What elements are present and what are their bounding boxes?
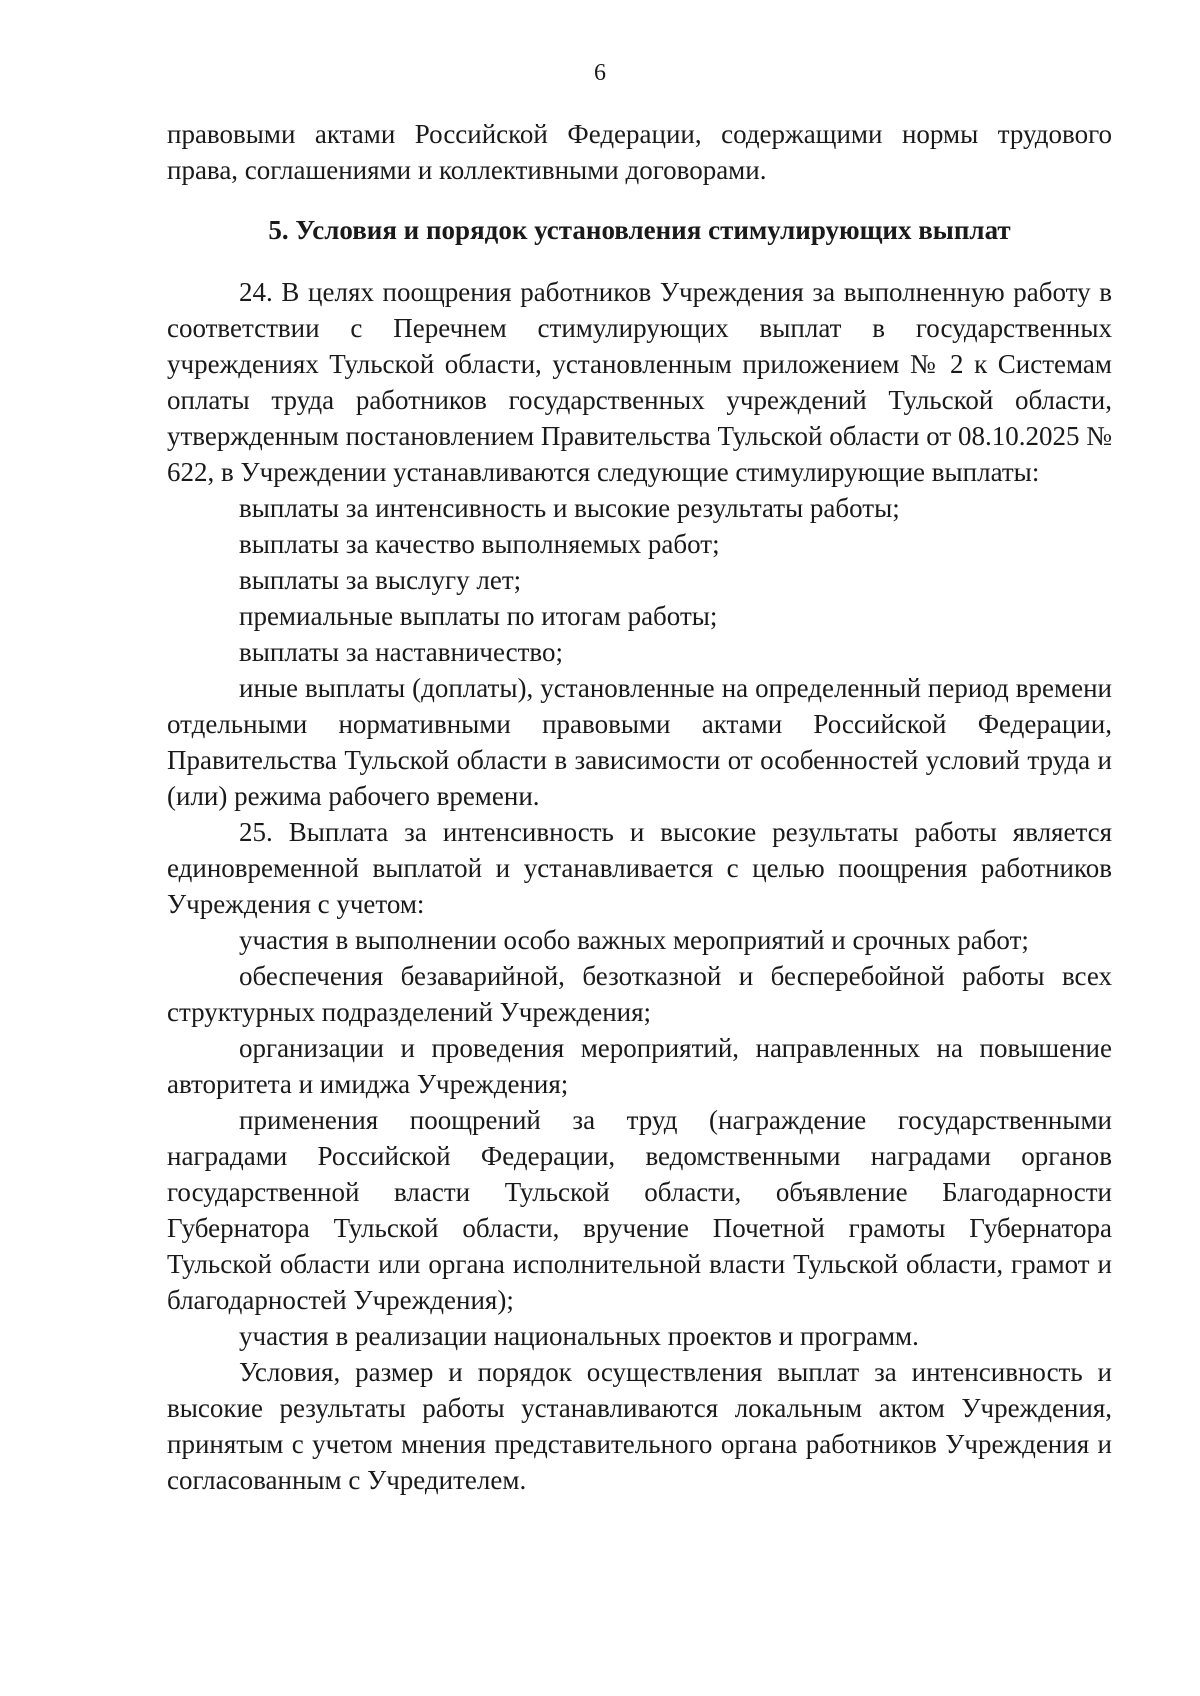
list-item: организации и проведения мероприятий, направленных на повышение авторитета и имиджа Учреждения; xyxy=(167,1033,1112,1099)
paragraph-24: 24. В целях поощрения работников Учреждения за выполненную работу в соответствии с Перечнем стимулирующих выплат в государственных учреждениях Тульской области, установленным приложением № 2 к Системам оплаты труда работников государственных учреждений Тульской области, утвержденным постановлением Правительства Тульской области от 08.10.2025 № 622, в Учреждении устанавливаются следующие стимулирующие выплаты: xyxy=(167,277,1112,487)
section-heading: 5. Условия и порядок установления стимулирующих выплат xyxy=(268,215,1011,245)
page-number: 6 xyxy=(594,60,606,86)
document-body xyxy=(167,116,1112,1498)
list-item: выплаты за интенсивность и высокие результаты работы; xyxy=(239,493,900,523)
list-item: обеспечения безаварийной, безотказной и бесперебойной работы всех структурных подразделений Учреждения; xyxy=(167,961,1112,1027)
list-item: выплаты за выслугу лет; xyxy=(239,565,522,595)
list-item: участия в реализации национальных проектов и программ. xyxy=(239,1321,919,1351)
paragraph-25-conditions: Условия, размер и порядок осуществления выплат за интенсивность и высокие результаты работы устанавливаются локальным актом Учреждения, принятым с учетом мнения представительного органа работников Учреждения и согласованным с Учредителем. xyxy=(167,1357,1112,1495)
list-item: применения поощрений за труд (награждение государственными наградами Российской Федерации, ведомственными наградами органов государственной власти Тульской области, объявление Благодарности Губернатора Тульской области, вручение Почетной грамоты Губернатора Тульской области или органа исполнительной власти Тульской области, грамот и благодарностей Учреждения); xyxy=(167,1105,1112,1315)
list-item: участия в выполнении особо важных мероприятий и срочных работ; xyxy=(239,925,1029,955)
paragraph-25: 25. Выплата за интенсивность и высокие результаты работы является единовременной выплатой и устанавливается с целью поощрения работников Учреждения с учетом: xyxy=(167,817,1112,919)
intro-paragraph: правовыми актами Российской Федерации, содержащими нормы трудового права, соглашениями и коллективными договорами. xyxy=(167,119,1112,185)
paragraph-24-other-payments: иные выплаты (доплаты), установленные на определенный период времени отдельными нормативными правовыми актами Российской Федерации, Правительства Тульской области в зависимости от особенностей условий труда и (или) режима рабочего времени. xyxy=(167,673,1112,811)
list-item: выплаты за качество выполняемых работ; xyxy=(239,529,720,559)
list-item: премиальные выплаты по итогам работы; xyxy=(239,601,718,631)
list-item: выплаты за наставничество; xyxy=(239,637,563,667)
